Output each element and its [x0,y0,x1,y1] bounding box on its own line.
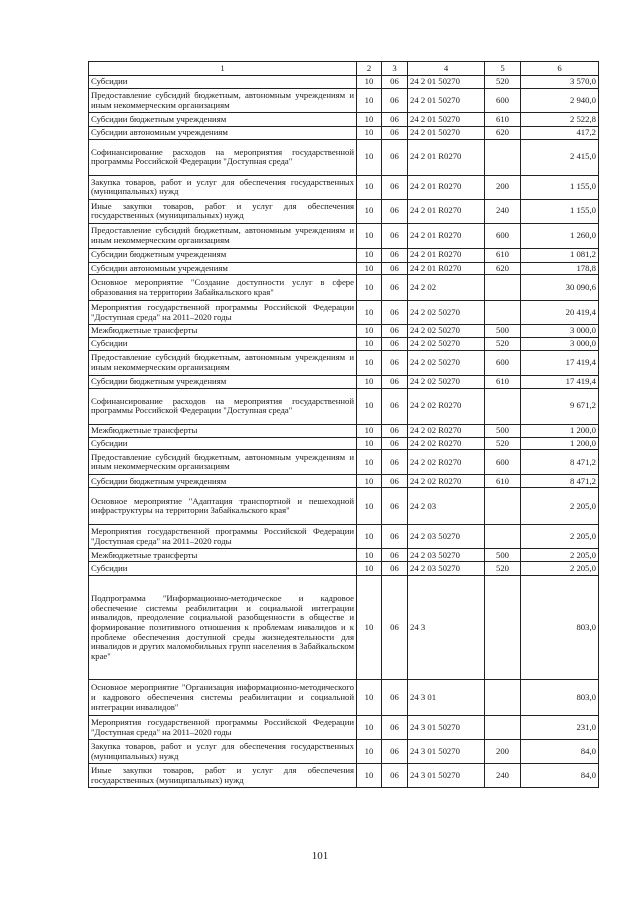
table-row [89,175,599,199]
header-cell-col3: 3 [382,62,408,76]
cell-expense-type: 600 [485,89,521,113]
cell-target-code: 24 2 01 R0270 [408,262,485,275]
cell-section: 10 [357,113,382,127]
cell-subsection: 06 [382,199,408,223]
table-row [89,223,599,248]
cell-target-code: 24 3 01 50270 [408,716,485,740]
cell-name: Предоставление субсидий бюджетным, автономным учреждениям и иным некоммерческим организациям [89,223,357,248]
cell-section: 10 [357,338,382,351]
cell-expense-type [485,680,521,716]
cell-section: 10 [357,475,382,488]
cell-amount: 8 471,2 [521,450,599,475]
cell-amount: 8 471,2 [521,475,599,488]
cell-section: 10 [357,262,382,275]
cell-section: 10 [357,325,382,338]
table-row [89,199,599,223]
cell-expense-type: 610 [485,475,521,488]
cell-expense-type [485,576,521,680]
cell-target-code: 24 2 02 50270 [408,301,485,325]
cell-name: Закупка товаров, работ и услуг для обеспечения государственных (муниципальных) нужд [89,740,357,764]
cell-target-code: 24 2 02 R0270 [408,424,485,437]
cell-name: Субсидии [89,562,357,576]
cell-expense-type: 240 [485,199,521,223]
table-row [89,437,599,450]
cell-name: Субсидии бюджетным учреждениям [89,475,357,488]
cell-section: 10 [357,437,382,450]
cell-expense-type: 500 [485,424,521,437]
cell-section: 10 [357,275,382,301]
table-row [89,139,599,175]
cell-name: Предоставление субсидий бюджетным, автономным учреждениям и иным некоммерческим организациям [89,89,357,113]
table-row [89,325,599,338]
cell-expense-type: 600 [485,450,521,475]
cell-amount: 2 205,0 [521,562,599,576]
cell-expense-type [485,525,521,549]
cell-amount: 84,0 [521,764,599,788]
table-row [89,248,599,262]
table-row [89,475,599,488]
cell-target-code: 24 2 01 R0270 [408,248,485,262]
cell-subsection: 06 [382,76,408,89]
table-row [89,576,599,680]
cell-subsection: 06 [382,450,408,475]
cell-amount: 417,2 [521,127,599,140]
cell-name: Мероприятия государственной программы Российской Федерации "Доступная среда" на 2011–2020 годы [89,301,357,325]
table-row [89,127,599,140]
cell-target-code: 24 2 02 50270 [408,375,485,388]
cell-section: 10 [357,549,382,562]
cell-amount: 1 200,0 [521,437,599,450]
cell-section: 10 [357,76,382,89]
cell-target-code: 24 2 02 [408,275,485,301]
cell-target-code: 24 2 01 R0270 [408,139,485,175]
cell-name: Субсидии автономным учреждениям [89,127,357,140]
table-row [89,740,599,764]
cell-amount: 231,0 [521,716,599,740]
cell-expense-type: 600 [485,350,521,375]
cell-name: Предоставление субсидий бюджетным, автономным учреждениям и иным некоммерческим организациям [89,350,357,375]
cell-section: 10 [357,680,382,716]
table-row [89,113,599,127]
cell-section: 10 [357,375,382,388]
cell-subsection: 06 [382,525,408,549]
cell-name: Основное мероприятие "Организация информационно-методического и кадрового обеспечения системы реабилитации и социальной интеграции инвалидов" [89,680,357,716]
cell-expense-type: 620 [485,127,521,140]
cell-target-code: 24 2 01 50270 [408,89,485,113]
table-row [89,450,599,475]
cell-section: 10 [357,223,382,248]
cell-amount: 1 081,2 [521,248,599,262]
cell-name: Подпрограмма "Информационно-методическое и кадровое обеспечение системы реабилитации и социальной интеграции инвалидов, преодоление социальной разобщенности в обществе и формирование позитивного отношения к проблемам инвалидов и к проблеме обеспечения доступной среды жизнедеятельности для инвалидов и других маломобильных групп населения в Забайкальском крае" [89,576,357,680]
cell-section: 10 [357,199,382,223]
cell-section: 10 [357,562,382,576]
cell-target-code: 24 2 03 [408,488,485,525]
cell-subsection: 06 [382,488,408,525]
cell-amount: 2 415,0 [521,139,599,175]
cell-subsection: 06 [382,716,408,740]
cell-expense-type: 200 [485,740,521,764]
cell-target-code: 24 2 02 50270 [408,325,485,338]
table-row [89,562,599,576]
table-row [89,424,599,437]
cell-target-code: 24 3 01 50270 [408,764,485,788]
cell-amount: 1 155,0 [521,175,599,199]
cell-target-code: 24 2 01 50270 [408,127,485,140]
cell-name: Межбюджетные трансферты [89,424,357,437]
cell-subsection: 06 [382,437,408,450]
table-row [89,350,599,375]
table-row [89,488,599,525]
cell-subsection: 06 [382,424,408,437]
header-cell-col5: 5 [485,62,521,76]
cell-subsection: 06 [382,223,408,248]
cell-name: Софинансирование расходов на мероприятия государственной программы Российской Федерации "Доступная среда" [89,139,357,175]
cell-name: Софинансирование расходов на мероприятия государственной программы Российской Федерации "Доступная среда" [89,388,357,424]
cell-target-code: 24 3 01 [408,680,485,716]
cell-target-code: 24 2 01 R0270 [408,223,485,248]
table-row [89,76,599,89]
cell-target-code: 24 2 02 R0270 [408,437,485,450]
cell-amount: 178,8 [521,262,599,275]
cell-expense-type: 520 [485,437,521,450]
cell-target-code: 24 3 [408,576,485,680]
table-row [89,525,599,549]
cell-amount: 803,0 [521,680,599,716]
table-row [89,375,599,388]
table-row [89,338,599,351]
cell-name: Субсидии бюджетным учреждениям [89,248,357,262]
cell-expense-type: 610 [485,375,521,388]
cell-expense-type: 520 [485,76,521,89]
cell-name: Иные закупки товаров, работ и услуг для обеспечения государственных (муниципальных) нужд [89,199,357,223]
cell-target-code: 24 2 02 50270 [408,338,485,351]
cell-section: 10 [357,388,382,424]
cell-amount: 2 940,0 [521,89,599,113]
cell-expense-type: 200 [485,175,521,199]
cell-target-code: 24 2 01 R0270 [408,175,485,199]
header-cell-col1: 1 [89,62,357,76]
cell-name: Основное мероприятие "Создание доступности услуг в сфере образования на территории Забайкальского края" [89,275,357,301]
cell-expense-type: 600 [485,223,521,248]
cell-name: Предоставление субсидий бюджетным, автономным учреждениям и иным некоммерческим организациям [89,450,357,475]
cell-subsection: 06 [382,740,408,764]
cell-expense-type: 520 [485,338,521,351]
cell-target-code: 24 3 01 50270 [408,740,485,764]
cell-amount: 2 522,8 [521,113,599,127]
cell-expense-type [485,275,521,301]
cell-target-code: 24 2 02 R0270 [408,388,485,424]
cell-target-code: 24 2 02 50270 [408,350,485,375]
cell-amount: 9 671,2 [521,388,599,424]
cell-amount: 803,0 [521,576,599,680]
cell-amount: 1 200,0 [521,424,599,437]
cell-section: 10 [357,127,382,140]
cell-subsection: 06 [382,139,408,175]
table-row [89,680,599,716]
table-row [89,388,599,424]
cell-subsection: 06 [382,576,408,680]
cell-amount: 2 205,0 [521,488,599,525]
cell-name: Субсидии автономным учреждениям [89,262,357,275]
table-header-row [89,62,599,76]
cell-amount: 3 000,0 [521,325,599,338]
cell-section: 10 [357,488,382,525]
cell-expense-type [485,716,521,740]
cell-name: Закупка товаров, работ и услуг для обеспечения государственных (муниципальных) нужд [89,175,357,199]
cell-subsection: 06 [382,375,408,388]
cell-name: Субсидии [89,338,357,351]
cell-subsection: 06 [382,127,408,140]
cell-section: 10 [357,764,382,788]
cell-subsection: 06 [382,388,408,424]
cell-expense-type: 500 [485,549,521,562]
cell-amount: 30 090,6 [521,275,599,301]
budget-table-body [89,62,599,788]
cell-amount: 1 155,0 [521,199,599,223]
cell-amount: 2 205,0 [521,525,599,549]
table-row [89,262,599,275]
cell-section: 10 [357,424,382,437]
cell-subsection: 06 [382,275,408,301]
cell-expense-type: 620 [485,262,521,275]
cell-section: 10 [357,450,382,475]
cell-expense-type: 500 [485,325,521,338]
table-row [89,549,599,562]
cell-target-code: 24 2 03 50270 [408,562,485,576]
cell-subsection: 06 [382,680,408,716]
cell-name: Субсидии [89,76,357,89]
cell-expense-type: 520 [485,562,521,576]
cell-amount: 17 419,4 [521,350,599,375]
cell-subsection: 06 [382,338,408,351]
cell-subsection: 06 [382,175,408,199]
cell-expense-type [485,139,521,175]
cell-expense-type [485,388,521,424]
cell-amount: 3 000,0 [521,338,599,351]
cell-expense-type [485,301,521,325]
cell-subsection: 06 [382,764,408,788]
cell-section: 10 [357,740,382,764]
cell-subsection: 06 [382,113,408,127]
cell-subsection: 06 [382,89,408,113]
cell-section: 10 [357,89,382,113]
cell-expense-type: 610 [485,248,521,262]
cell-amount: 84,0 [521,740,599,764]
cell-name: Мероприятия государственной программы Российской Федерации "Доступная среда" на 2011–2020 годы [89,716,357,740]
table-row [89,764,599,788]
cell-section: 10 [357,139,382,175]
cell-section: 10 [357,716,382,740]
cell-expense-type: 610 [485,113,521,127]
cell-name: Субсидии бюджетным учреждениям [89,113,357,127]
cell-section: 10 [357,301,382,325]
cell-target-code: 24 2 03 50270 [408,525,485,549]
cell-name: Субсидии [89,437,357,450]
cell-subsection: 06 [382,301,408,325]
cell-subsection: 06 [382,325,408,338]
cell-amount: 20 419,4 [521,301,599,325]
header-cell-col2: 2 [357,62,382,76]
cell-amount: 17 419,4 [521,375,599,388]
cell-subsection: 06 [382,262,408,275]
cell-name: Иные закупки товаров, работ и услуг для обеспечения государственных (муниципальных) нужд [89,764,357,788]
cell-amount: 3 570,0 [521,76,599,89]
cell-amount: 2 205,0 [521,549,599,562]
cell-section: 10 [357,350,382,375]
cell-expense-type: 240 [485,764,521,788]
cell-target-code: 24 2 02 R0270 [408,475,485,488]
cell-expense-type [485,488,521,525]
cell-section: 10 [357,576,382,680]
table-row [89,275,599,301]
cell-subsection: 06 [382,549,408,562]
cell-target-code: 24 2 03 50270 [408,549,485,562]
cell-name: Межбюджетные трансферты [89,325,357,338]
cell-target-code: 24 2 02 R0270 [408,450,485,475]
cell-subsection: 06 [382,248,408,262]
cell-target-code: 24 2 01 R0270 [408,199,485,223]
cell-section: 10 [357,248,382,262]
cell-section: 10 [357,525,382,549]
table-row [89,89,599,113]
cell-section: 10 [357,175,382,199]
cell-name: Основное мероприятие "Адаптация транспортной и пешеходной инфраструктуры на территории Забайкальского края" [89,488,357,525]
header-cell-col4: 4 [408,62,485,76]
budget-table [88,61,599,788]
cell-target-code: 24 2 01 50270 [408,76,485,89]
table-row [89,301,599,325]
table-row [89,716,599,740]
cell-name: Субсидии бюджетным учреждениям [89,375,357,388]
cell-subsection: 06 [382,350,408,375]
cell-target-code: 24 2 01 50270 [408,113,485,127]
cell-subsection: 06 [382,475,408,488]
page-number: 101 [311,850,329,862]
cell-name: Мероприятия государственной программы Российской Федерации "Доступная среда" на 2011–2020 годы [89,525,357,549]
cell-amount: 1 260,0 [521,223,599,248]
header-cell-col6: 6 [521,62,599,76]
cell-name: Межбюджетные трансферты [89,549,357,562]
cell-subsection: 06 [382,562,408,576]
